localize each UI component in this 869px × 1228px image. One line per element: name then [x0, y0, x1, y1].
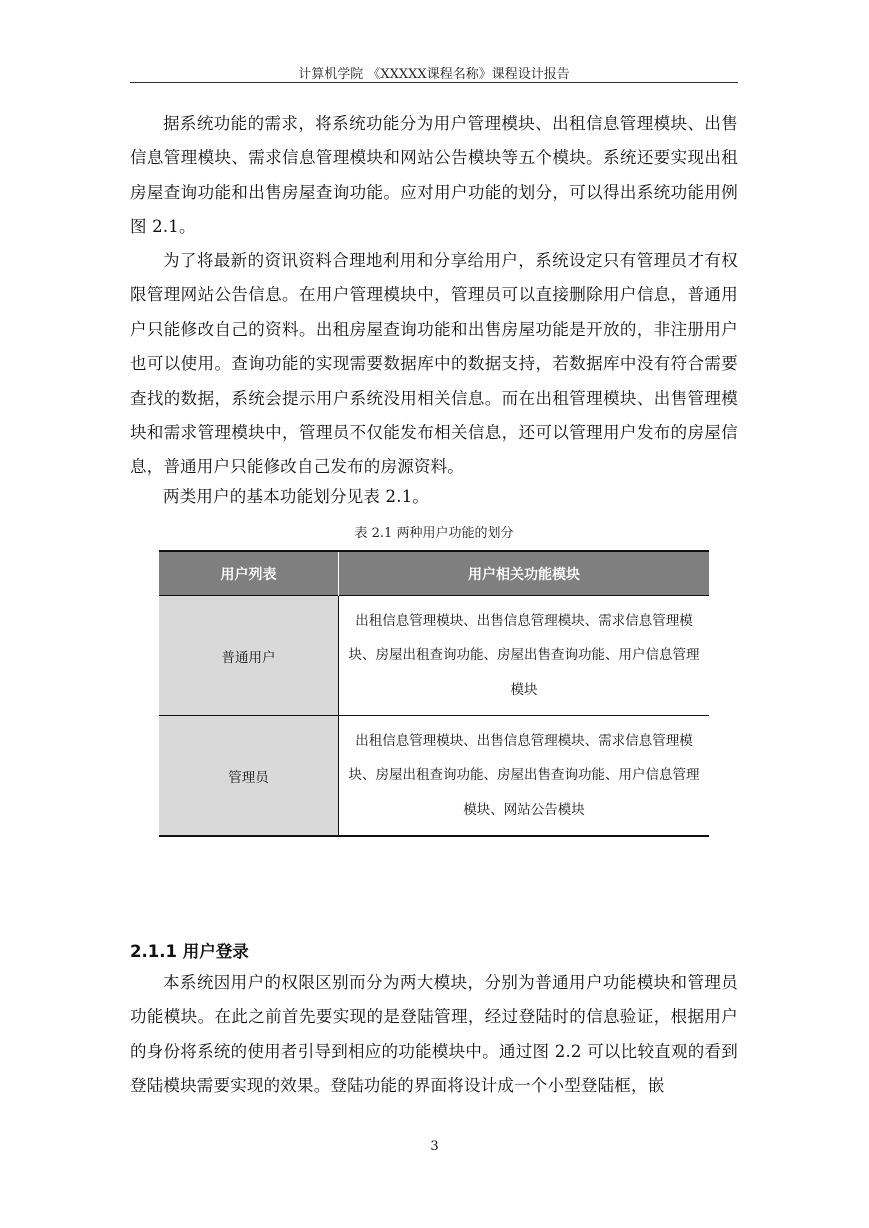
column-header-user-list: 用户列表 [159, 551, 339, 596]
table-header-row [159, 551, 709, 596]
paragraph-system-modules: 据系统功能的需求，将系统功能分为用户管理模块、出租信息管理模块、出售信息管理模块、需求信息管理模块和网站公告模块等五个模块。系统还要实现出租房屋查询功能和出售房屋查询功能。应对用户功能的划分，可以得出系统功能用例图 2.1。 [130, 114, 738, 237]
row-modules-regular-user: 出租信息管理模块、出售信息管理模块、需求信息管理模块、房屋出租查询功能、房屋出售查询功能、用户信息管理模块 [339, 596, 710, 716]
row-label-admin: 管理员 [159, 716, 339, 837]
header-divider [130, 82, 738, 83]
section-heading: 2.1.1 用户登录 [130, 942, 249, 961]
paragraph-permissions: 为了将最新的资讯资料合理地利用和分享给用户，系统设定只有管理员才有权限管理网站公告信息。在用户管理模块中，管理员可以直接删除用户信息，普通用户只能修改自己的资料。出租房屋查询功能和出售房屋功能是开放的，非注册用户也可以使用。查询功能的实现需要数据库中的数据支持，若数据库中没有符合需要查找的数据，系统会提示用户系统没用相关信息。而在出租管理模块、出售管理模块和需求管理模块中，管理员不仅能发布相关信息，还可以管理用户发布的房屋信息，普通用户只能修改自己发布的房源资料。 [130, 251, 738, 477]
paragraph-table-intro: 两类用户的基本功能划分见表 2.1。 [163, 487, 430, 506]
row-label-regular-user: 普通用户 [159, 596, 339, 716]
table-row [159, 716, 709, 837]
page-number: 3 [430, 1139, 439, 1154]
user-function-table [159, 550, 709, 837]
column-header-modules: 用户相关功能模块 [339, 551, 710, 596]
table-caption: 表 2.1 两种用户功能的划分 [354, 526, 514, 541]
row-modules-admin: 出租信息管理模块、出售信息管理模块、需求信息管理模块、房屋出租查询功能、房屋出售查询功能、用户信息管理模块、网站公告模块 [339, 716, 710, 837]
page-header: 计算机学院 《XXXXX课程名称》课程设计报告 [298, 67, 570, 82]
paragraph-login: 本系统因用户的权限区别而分为两大模块，分别为普通用户功能模块和管理员功能模块。在此之前首先要实现的是登陆管理，经过登陆时的信息验证，根据用户的身份将系统的使用者引导到相应的功能模块中。通过图 2.2 可以比较直观的看到登陆模块需要实现的效果。登陆功能的界面将设计成一个小型登陆框，嵌 [130, 973, 738, 1096]
table-row [159, 596, 709, 716]
